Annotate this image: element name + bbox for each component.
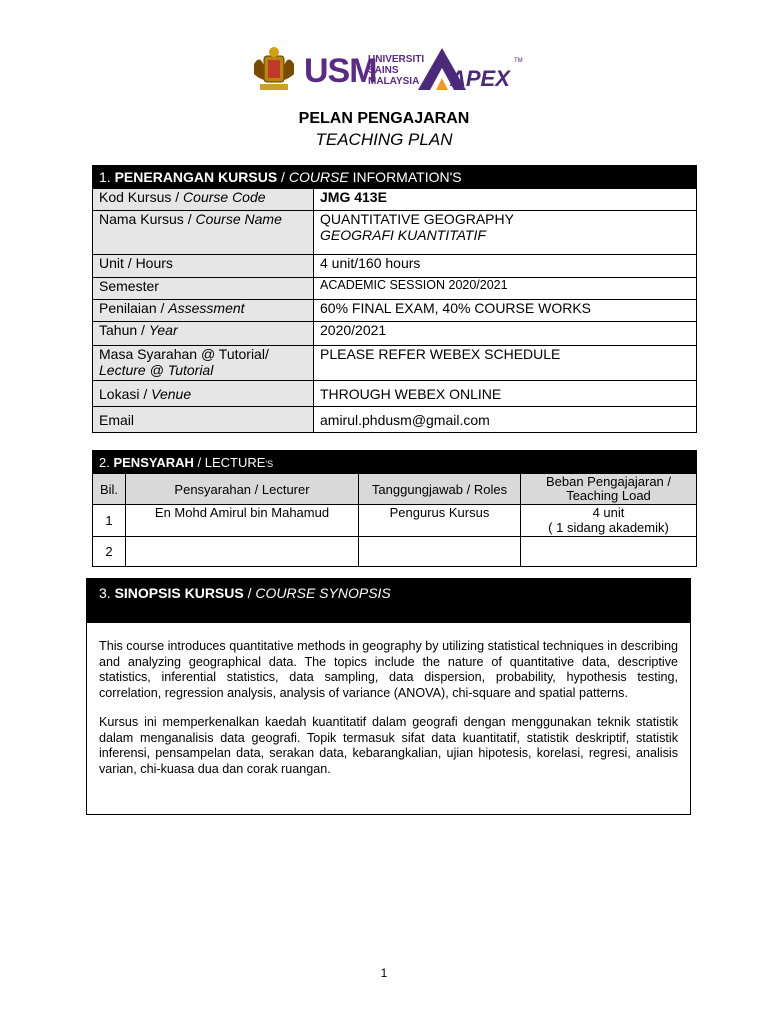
page-title: PELAN PENGAJARAN [298,110,470,127]
table-row [93,211,697,255]
lecturer-name [126,537,359,567]
table-row [93,346,697,381]
table-row [93,407,697,433]
unit-hours-value: 4 unit/160 hours [314,255,697,278]
table-row [93,505,697,537]
apex-logo-text: APEX [450,66,510,91]
usm-logo-mark: USM [304,52,377,90]
col-header: Beban Pengajajaran / Teaching Load [521,474,697,505]
table-row [93,381,697,407]
col-header: Pensyarahan / Lecturer [126,474,359,505]
course-synopsis-box [86,578,691,815]
lecturer-role: Pengurus Kursus [359,505,521,537]
section2-header: 2. PENSYARAH / LECTURE'S [93,451,697,474]
lecturer-table [92,450,697,567]
table-row [93,189,697,211]
row-label: Email [93,407,314,433]
table-row [93,300,697,322]
section3-header: 3. SINOPSIS KURSUS / COURSE SYNOPSIS [87,579,690,623]
col-header: Tanggungjawab / Roles [359,474,521,505]
row-label: Lokasi / Venue [93,381,314,407]
apex-logo [416,44,526,96]
col-header: Bil. [93,474,126,505]
course-information-table [92,165,697,433]
synopsis-malay: Kursus ini memperkenalkan kaedah kuantitatif dalam geografi dengan menggunakan teknik statistik dalam menganalisis data geografi. Topik termasuk sifat data kuantitatif, statistik deskriptif, statistik inferensi, pensampelan data, serakan data, kebarangkalian, ujian hipotesis, korelasi, regresi, analisis varian, chi-kuasa dua dan corak ruangan. [99,715,678,776]
apex-tm: TM [514,58,523,64]
row-label: Kod Kursus / Course Code [93,189,314,211]
column-headers [93,474,697,505]
row-label: Masa Syarahan @ Tutorial/ Lecture @ Tutorial [93,346,314,381]
assessment-value: 60% FINAL EXAM, 40% COURSE WORKS [314,300,697,322]
row-number: 2 [93,537,126,567]
usm-crest-logo [250,46,298,94]
row-label: Nama Kursus / Course Name [93,211,314,255]
row-number: 1 [93,505,126,537]
venue-value: THROUGH WEBEX ONLINE [314,381,697,407]
table-row [93,322,697,346]
table-row [93,255,697,278]
row-label: Semester [93,278,314,300]
email-value[interactable]: amirul.phdusm@gmail.com [314,407,697,433]
course-name-value: QUANTITATIVE GEOGRAPHY GEOGRAFI KUANTITATIF [314,211,697,255]
table-row [93,537,697,567]
lecture-schedule-value: PLEASE REFER WEBEX SCHEDULE [314,346,697,381]
section1-header: 1. PENERANGAN KURSUS / COURSE INFORMATION'S [93,166,697,189]
row-label: Unit / Hours [93,255,314,278]
page-number: 1 [380,966,388,980]
table-row [93,278,697,300]
year-value: 2020/2021 [314,322,697,346]
semester-value: ACADEMIC SESSION 2020/2021 [314,278,697,300]
row-label: Tahun / Year [93,322,314,346]
header-logos [250,42,530,98]
row-label: Penilaian / Assessment [93,300,314,322]
synopsis-english: This course introduces quantitative methods in geography by utilizing statistical techniques in describing and analyzing geographical data. The topics include the nature of quantitative data, descriptive statistics, inferential statistics, data sampling, data dispersion, probability, hypothesis testing, correlation, regression analysis, analysis of variance (ANOVA), chi-square and spatial patterns. [99,639,678,700]
synopsis-body [87,623,690,777]
lecturer-name: En Mohd Amirul bin Mahamud [126,505,359,537]
lecturer-role [359,537,521,567]
course-code-value: JMG 413E [314,189,697,211]
teaching-load [521,537,697,567]
teaching-load: 4 unit ( 1 sidang akademik) [521,505,697,537]
page-subtitle: TEACHING PLAN [315,130,453,149]
usm-logo-name: UNIVERSITI SAINS MALAYSIA [368,54,425,87]
